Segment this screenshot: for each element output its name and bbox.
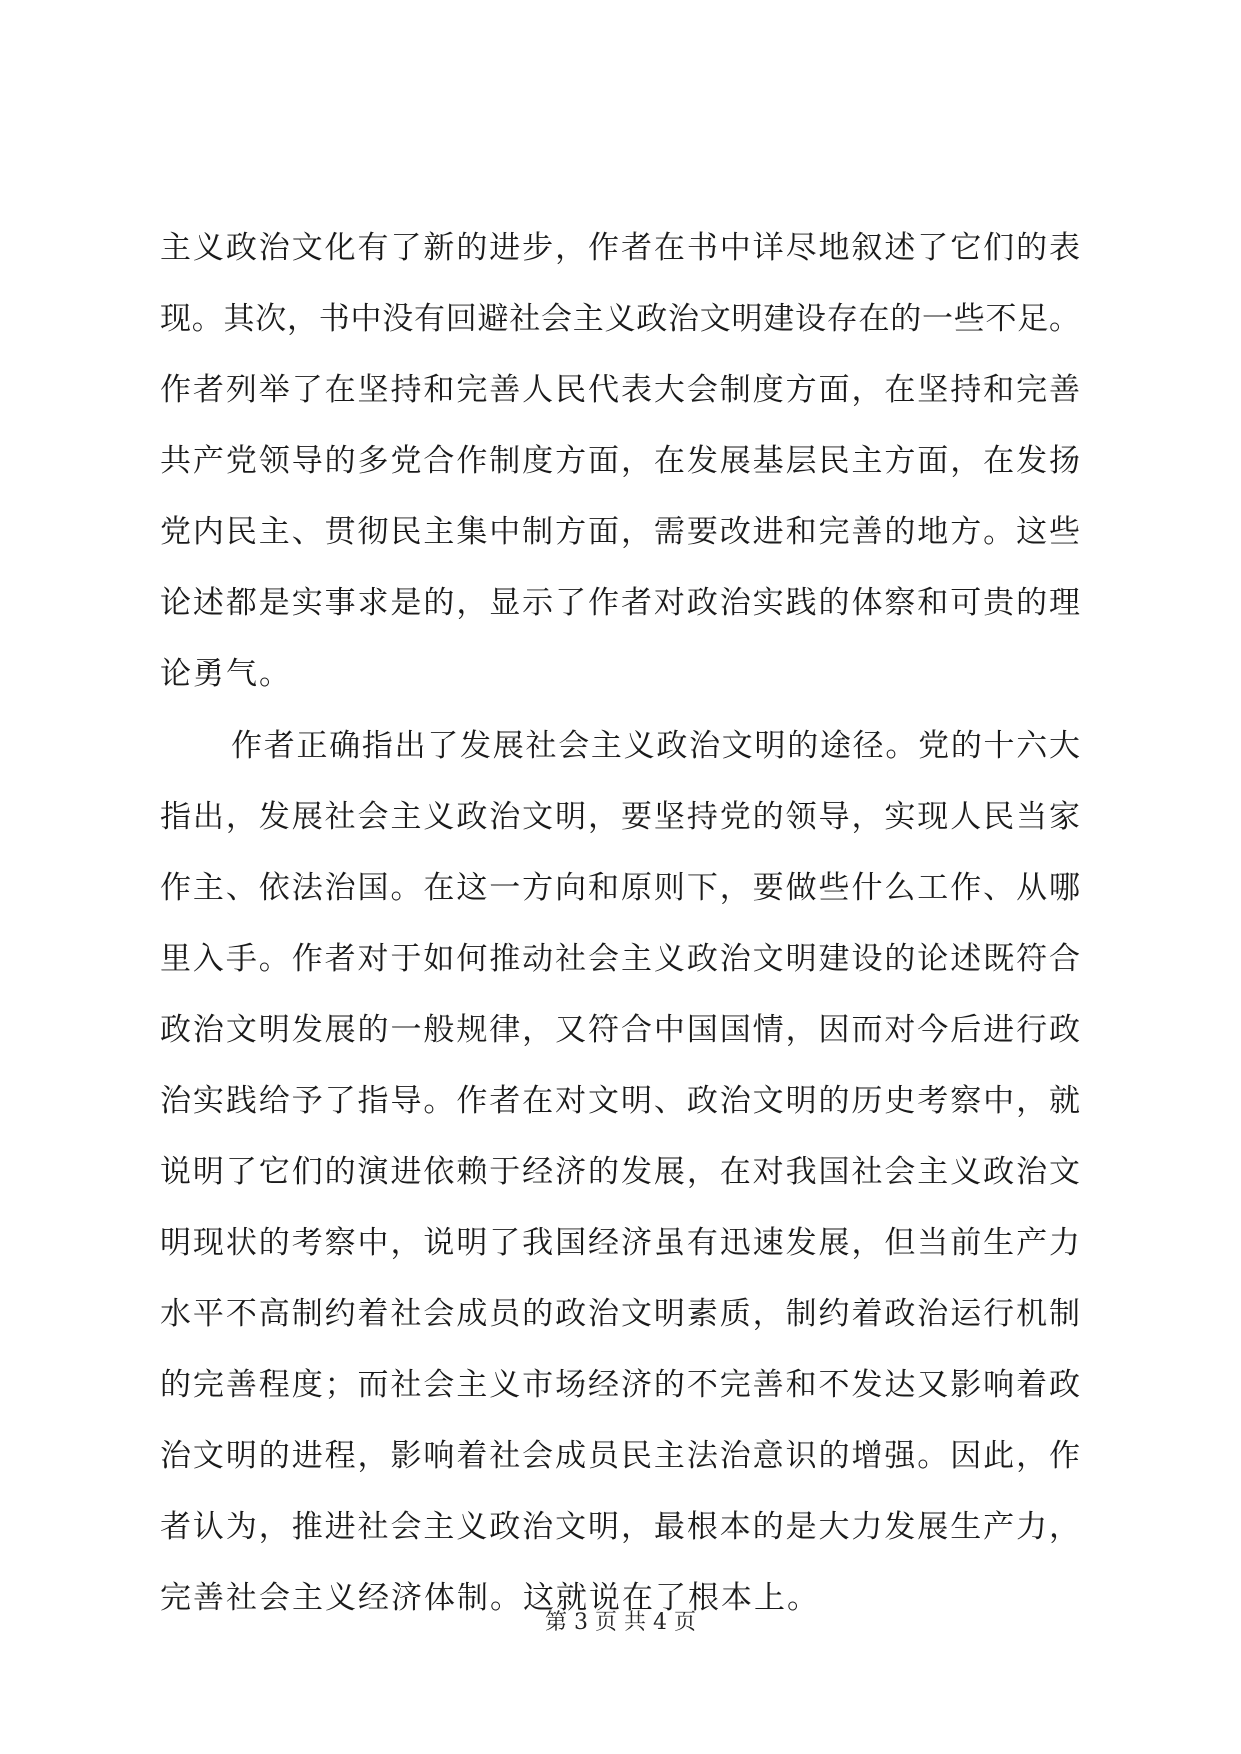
text-line: 明现状的考察中，说明了我国经济虽有迅速发展，但当前生产力 — [160, 1225, 1080, 1261]
paragraph-first-line: 作者正确指出了发展社会主义政治文明的途径。党的十六大 — [231, 728, 1080, 764]
text-line: 治文明的进程，影响着社会成员民主法治意识的增强。因此，作 — [160, 1438, 1080, 1474]
text-line: 现。其次，书中没有回避社会主义政治文明建设存在的一些不足。 — [160, 301, 1080, 337]
text-line: 主义政治文化有了新的进步，作者在书中详尽地叙述了它们的表 — [160, 230, 1080, 266]
text-line: 治实践给予了指导。作者在对文明、政治文明的历史考察中，就 — [160, 1083, 1080, 1119]
text-line: 指出，发展社会主义政治文明，要坚持党的领导，实现人民当家 — [160, 799, 1080, 835]
text-line: 说明了它们的演进依赖于经济的发展，在对我国社会主义政治文 — [160, 1154, 1080, 1190]
text-line: 水平不高制约着社会成员的政治文明素质，制约着政治运行机制 — [160, 1296, 1080, 1332]
text-line: 完善社会主义经济体制。这就说在了根本上。 — [160, 1580, 820, 1616]
text-line: 的完善程度；而社会主义市场经济的不完善和不发达又影响着政 — [160, 1367, 1080, 1403]
text-line: 论勇气。 — [160, 656, 292, 692]
text-line: 者认为，推进社会主义政治文明，最根本的是大力发展生产力， — [160, 1509, 1080, 1545]
page-number-footer: 第 3 页 共 4 页 — [545, 1610, 696, 1635]
text-line: 作主、依法治国。在这一方向和原则下，要做些什么工作、从哪 — [160, 870, 1080, 906]
text-line: 作者列举了在坚持和完善人民代表大会制度方面，在坚持和完善 — [160, 372, 1080, 408]
text-line: 共产党领导的多党合作制度方面，在发展基层民主方面，在发扬 — [160, 443, 1080, 479]
text-line: 政治文明发展的一般规律，又符合中国国情，因而对今后进行政 — [160, 1012, 1080, 1048]
text-line: 里入手。作者对于如何推动社会主义政治文明建设的论述既符合 — [160, 941, 1080, 977]
text-line: 论述都是实事求是的，显示了作者对政治实践的体察和可贵的理 — [160, 585, 1080, 621]
text-line: 党内民主、贯彻民主集中制方面，需要改进和完善的地方。这些 — [160, 514, 1080, 550]
